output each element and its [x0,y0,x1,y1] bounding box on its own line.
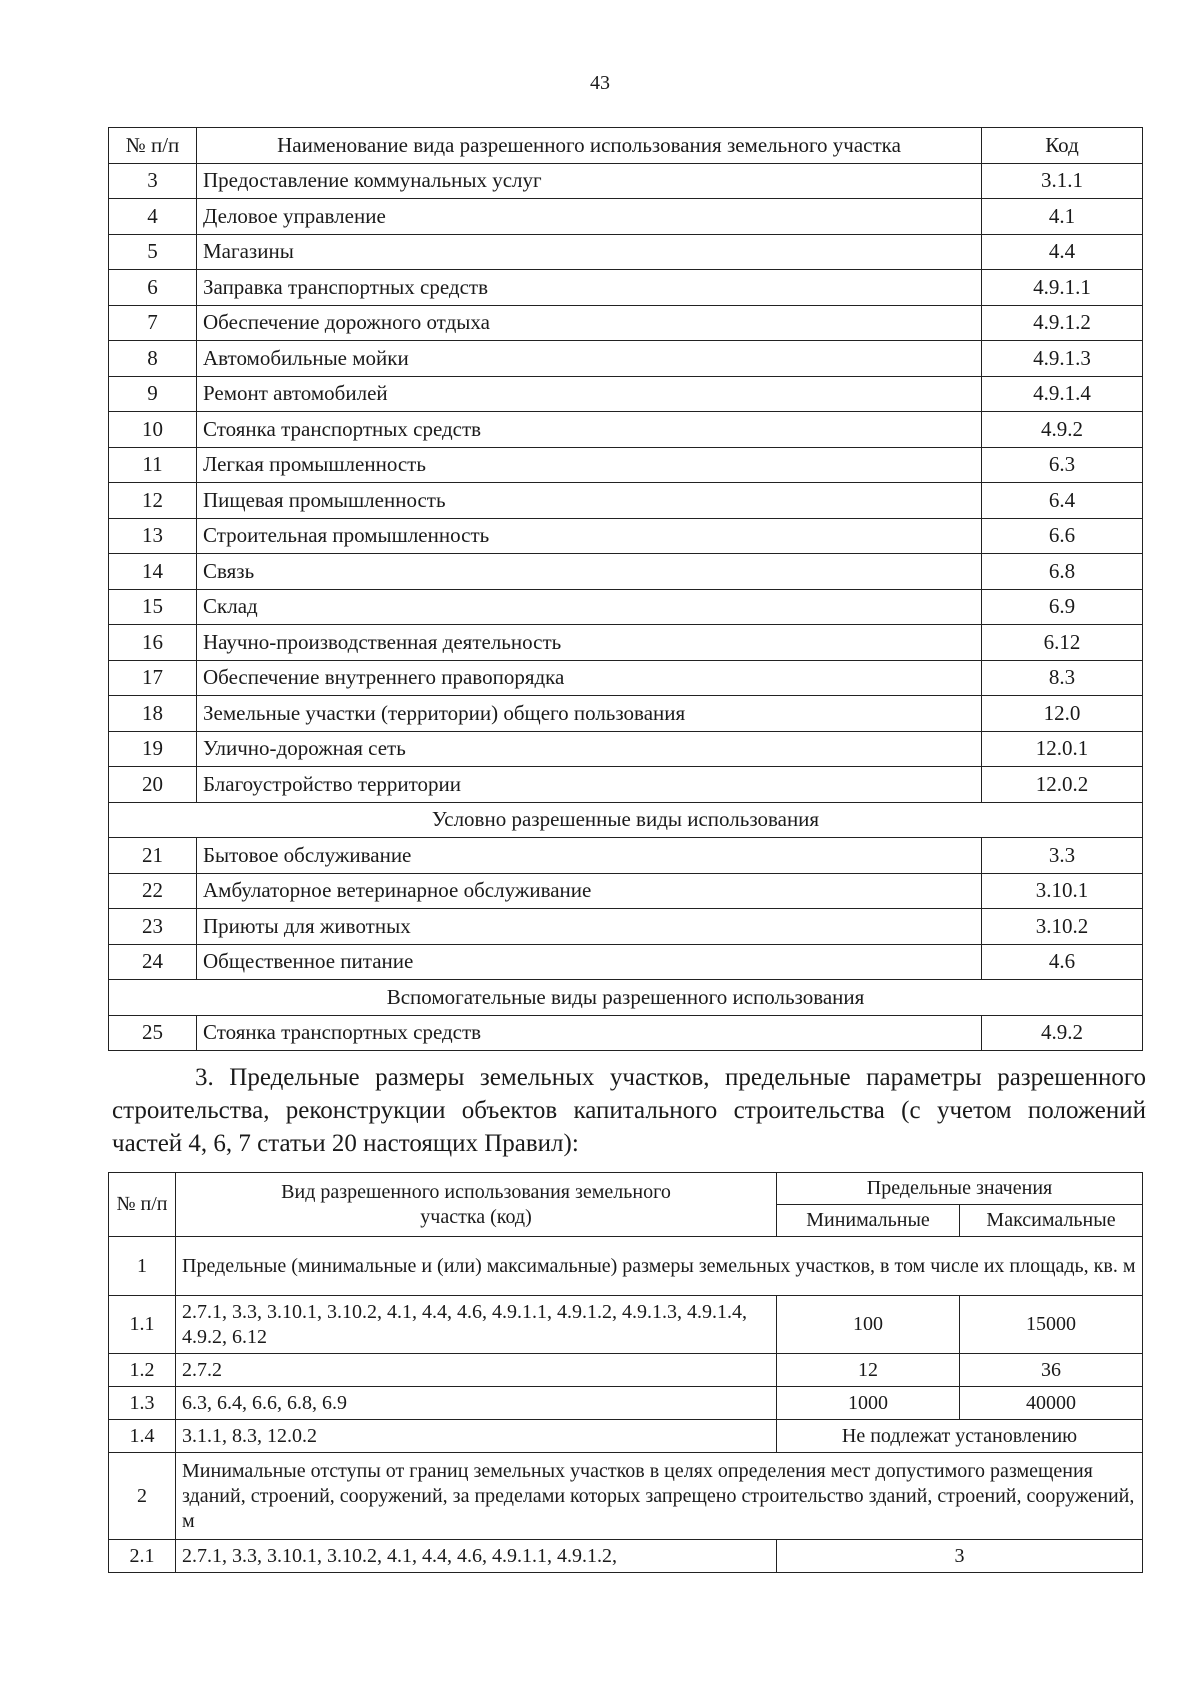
row-type: 6.3, 6.4, 6.6, 6.8, 6.9 [176,1387,777,1420]
row-num: 25 [109,1015,197,1051]
table-row [109,1387,1143,1420]
row-merged-value: Не подлежат установлению [777,1420,1143,1453]
row-num: 19 [109,731,197,767]
table-row [109,554,1143,590]
row-code: 4.9.1.1 [982,270,1143,306]
row-code: 12.0 [982,696,1143,732]
row-num: 6 [109,270,197,306]
limit-params-table [108,1172,1143,1573]
row-num: 5 [109,234,197,270]
row-num: 10 [109,412,197,448]
row-type: 2.7.2 [176,1354,777,1387]
row-num: 16 [109,625,197,661]
row-name: Автомобильные мойки [197,341,982,377]
row-name: Стоянка транспортных средств [197,1015,982,1051]
row-num: 18 [109,696,197,732]
table-row [109,625,1143,661]
row-code: 12.0.2 [982,767,1143,803]
row-code: 3.3 [982,838,1143,874]
row-name: Стоянка транспортных средств [197,412,982,448]
row-code: 3.10.1 [982,873,1143,909]
table-row [109,696,1143,732]
table-row [109,944,1143,980]
row-code: 4.1 [982,199,1143,235]
header-num: № п/п [109,128,197,164]
row-name: Обеспечение внутреннего правопорядка [197,660,982,696]
row-code: 3.10.2 [982,909,1143,945]
table-row [109,1354,1143,1387]
row-num: 1.4 [109,1420,176,1453]
row-code: 6.3 [982,447,1143,483]
table-row [109,518,1143,554]
row-num: 8 [109,341,197,377]
row-num: 20 [109,767,197,803]
table-row [109,1296,1143,1354]
row-name: Заправка транспортных средств [197,270,982,306]
row-min: 100 [777,1296,960,1354]
row-num: 24 [109,944,197,980]
section-3-text: 3. Предельные размеры земельных участков, предельные параметры разрешенного строительства, реконструкции объектов капитального строительства (с учетом положений частей 4, 6, 7 статьи 20 настоящих Правил): [112,1064,1146,1157]
row-code: 4.4 [982,234,1143,270]
row-code: 4.9.1.3 [982,341,1143,377]
row-num: 23 [109,909,197,945]
table-row [109,589,1143,625]
row-name: Бытовое обслуживание [197,838,982,874]
table-row [109,1420,1143,1453]
row-text: Минимальные отступы от границ земельных участков в целях определения мест допустимого размещения зданий, строений, сооружений, за пределами которых запрещено строительство зданий, строений, сооружений, м [176,1453,1143,1540]
row-name: Земельные участки (территории) общего пользования [197,696,982,732]
row-code: 6.4 [982,483,1143,519]
row-type: 2.7.1, 3.3, 3.10.1, 3.10.2, 4.1, 4.4, 4.6, 4.9.1.1, 4.9.1.2, 4.9.1.3, 4.9.1.4, 4.9.2, 6.12 [176,1296,777,1354]
row-text: Предельные (минимальные и (или) максимальные) размеры земельных участков, в том числе их площадь, кв. м [176,1237,1143,1296]
row-num: 1.1 [109,1296,176,1354]
row-num: 21 [109,838,197,874]
row-name: Строительная промышленность [197,518,982,554]
row-num: 1 [109,1237,176,1296]
row-name: Магазины [197,234,982,270]
row-name: Благоустройство территории [197,767,982,803]
section-3-paragraph [112,1061,1146,1160]
table-row [109,767,1143,803]
table-row [109,447,1143,483]
row-num: 2 [109,1453,176,1540]
table-row [109,234,1143,270]
row-max: 15000 [960,1296,1143,1354]
row-name: Ремонт автомобилей [197,376,982,412]
table-row [109,305,1143,341]
row-name: Деловое управление [197,199,982,235]
row-name: Общественное питание [197,944,982,980]
header-min: Минимальные [777,1205,960,1237]
row-max: 40000 [960,1387,1143,1420]
table-row [109,483,1143,519]
header-code: Код [982,128,1143,164]
row-name: Склад [197,589,982,625]
row-type: 3.1.1, 8.3, 12.0.2 [176,1420,777,1453]
row-code: 3.1.1 [982,163,1143,199]
row-code: 8.3 [982,660,1143,696]
table-row [109,873,1143,909]
table-header-row [109,128,1143,164]
row-type: 2.7.1, 3.3, 3.10.1, 3.10.2, 4.1, 4.4, 4.6, 4.9.1.1, 4.9.1.2, [176,1540,777,1573]
row-code: 4.6 [982,944,1143,980]
row-name: Улично-дорожная сеть [197,731,982,767]
section-header-row [109,802,1143,838]
header-limits: Предельные значения [777,1173,1143,1205]
table-row [109,341,1143,377]
permitted-use-table [108,127,1143,1051]
table-row [109,412,1143,448]
permitted-use-table-body [109,163,1143,1051]
row-name: Связь [197,554,982,590]
table-row [109,1540,1143,1573]
row-num: 13 [109,518,197,554]
row-num: 1.3 [109,1387,176,1420]
section-header-row [109,980,1143,1016]
row-name: Приюты для животных [197,909,982,945]
row-name: Предоставление коммунальных услуг [197,163,982,199]
row-num: 1.2 [109,1354,176,1387]
row-num: 7 [109,305,197,341]
table-row-group-1 [109,1237,1143,1296]
header-name: Наименование вида разрешенного использования земельного участка [197,128,982,164]
row-num: 3 [109,163,197,199]
row-num: 4 [109,199,197,235]
table-row [109,376,1143,412]
limit-params-table-body [109,1173,1143,1573]
row-code: 6.12 [982,625,1143,661]
row-name: Пищевая промышленность [197,483,982,519]
header-type: Вид разрешенного использования земельного участка (код) [176,1173,777,1237]
section-header: Вспомогательные виды разрешенного использования [109,980,1143,1016]
table-row [109,660,1143,696]
table-row [109,909,1143,945]
table-row [109,838,1143,874]
table-row [109,1015,1143,1051]
row-code: 4.9.2 [982,412,1143,448]
row-name: Обеспечение дорожного отдыха [197,305,982,341]
table-row [109,270,1143,306]
row-max: 36 [960,1354,1143,1387]
row-num: 11 [109,447,197,483]
row-name: Амбулаторное ветеринарное обслуживание [197,873,982,909]
row-code: 4.9.1.2 [982,305,1143,341]
row-code: 4.9.1.4 [982,376,1143,412]
row-num: 17 [109,660,197,696]
row-merged-value: 3 [777,1540,1143,1573]
row-min: 1000 [777,1387,960,1420]
row-code: 6.9 [982,589,1143,625]
table-row-group-2 [109,1453,1143,1540]
page-number: 43 [590,72,610,94]
row-code: 6.8 [982,554,1143,590]
row-num: 22 [109,873,197,909]
header-num: № п/п [109,1173,176,1237]
row-name: Научно-производственная деятельность [197,625,982,661]
row-num: 2.1 [109,1540,176,1573]
row-num: 9 [109,376,197,412]
row-num: 12 [109,483,197,519]
table-row [109,163,1143,199]
section-header: Условно разрешенные виды использования [109,802,1143,838]
row-code: 12.0.1 [982,731,1143,767]
table-header-row [109,1173,1143,1205]
row-name: Легкая промышленность [197,447,982,483]
table-row [109,731,1143,767]
row-min: 12 [777,1354,960,1387]
row-num: 15 [109,589,197,625]
row-num: 14 [109,554,197,590]
row-code: 4.9.2 [982,1015,1143,1051]
header-max: Максимальные [960,1205,1143,1237]
row-code: 6.6 [982,518,1143,554]
table-row [109,199,1143,235]
